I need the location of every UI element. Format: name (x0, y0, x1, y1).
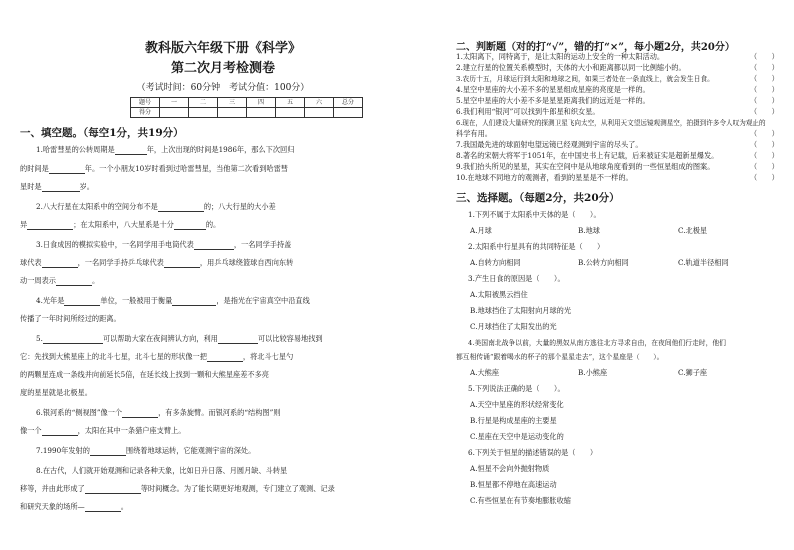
answer-blank[interactable] (115, 146, 147, 155)
score-cell: 六 (305, 98, 334, 108)
q2-line1: 2.八大行星在太阳系中的空间分布不是 的；八大行星的大小差 (36, 202, 276, 211)
q5-line4: 度的星星就是北极星。 (20, 388, 92, 397)
choice-option[interactable]: A.太阳被黑云挡住 (470, 290, 528, 299)
choice-option[interactable]: B.地球 (578, 226, 600, 235)
answer-blank[interactable] (218, 335, 258, 344)
answer-blank[interactable] (207, 353, 243, 362)
score-table-score-row (131, 108, 363, 118)
answer-blank[interactable] (27, 221, 73, 230)
choice-option[interactable]: A.自转方向相同 (470, 258, 521, 267)
score-cell: 题号 (131, 98, 160, 108)
q5-line1: 5. 可以帮助大家在夜间辨认方向，利用 可以比较容易地找到 (36, 334, 323, 343)
score-input-cell[interactable] (218, 108, 247, 118)
answer-blank[interactable] (158, 203, 204, 212)
q6-line2: 像一个 ，太阳在其中一条猎户座支臂上。 (20, 426, 186, 435)
answer-blank[interactable] (194, 241, 234, 250)
q3-line1: 3.日食成因的模拟实验中，一名同学用手电筒代表 ，一名同学手持盖 (36, 240, 292, 249)
score-cell: 五 (276, 98, 305, 108)
choice-option[interactable]: B.公转方向相同 (578, 258, 629, 267)
q5-line3: 的两颗星连成一条线并向前延长5倍，在延长线上找到一颗和大熊星座差不多亮 (20, 370, 269, 379)
judge-answer-paren[interactable]: （ ） (750, 96, 779, 105)
judge-item: 1.太阳离下，同特离于，是让太阳的运动上安全的一种太阳活动。 (456, 52, 665, 61)
score-cell: 三 (218, 98, 247, 108)
judge-answer-paren[interactable]: （ ） (750, 173, 779, 182)
answer-blank[interactable] (90, 447, 126, 456)
choice-question: 6.下列关于恒星的描述错误的是（ ） (468, 448, 598, 457)
choice-option[interactable]: A.恒星不会向外抛射物质 (470, 464, 550, 473)
judge-item: 6.我们利用“银河”可以找到牛郎星和织女星。 (456, 107, 600, 116)
choice-option[interactable]: C.狮子座 (678, 368, 708, 377)
judge-answer-paren[interactable]: （ ） (750, 162, 779, 171)
choice-option[interactable]: C.有些恒星在有节奏地膨胀收缩 (470, 496, 571, 505)
score-cell: 一 (160, 98, 189, 108)
answer-blank[interactable] (174, 221, 206, 230)
score-input-cell[interactable] (160, 108, 189, 118)
choice-question: 2.太阳系中行星具有的共同特征是（ ） (468, 242, 605, 251)
judge-item: 5.星空中星座的大小差不多是星星距离我们的远近是一样的。 (456, 96, 650, 105)
judge-answer-paren[interactable]: （ ） (750, 85, 779, 94)
judge-answer-paren[interactable]: （ ） (750, 74, 779, 83)
choice-question: 4.美国南北战争以前，大量的黑奴从南方逃往北方寻求自由，在夜间他们行走时，他们 (468, 339, 726, 347)
judge-answer-paren[interactable]: （ ） (750, 63, 779, 72)
q1-line2: 的时间是 年。一个小朋友10岁时看到过哈雷彗星，当他第二次看到哈雷彗 (20, 164, 288, 173)
choice-question: 5.下列说法正确的是（ ）。 (468, 384, 565, 393)
answer-blank[interactable] (164, 259, 200, 268)
score-input-cell[interactable] (305, 108, 334, 118)
judge-item: 4.星空中星座的大小差不多的星星组成星座的亮度是一样的。 (456, 85, 650, 94)
document-subtitle: 第二次月考检测卷 (170, 61, 275, 76)
section2-title: 二、判断题（对的打“√”，错的打“×”，每小题2分，共20分） (456, 42, 735, 53)
judge-item: 3.农历十五，月球运行到太阳和地球之间，如果三者处在一条直线上，就会发生日食。 (456, 75, 714, 83)
q8-line2: 移等，并由此形成了 等时间概念。为了能长期更好地观测，专门建立了观测、记录 (20, 484, 335, 493)
choice-option[interactable]: C.月球挡住了太阳发出的光 (470, 322, 557, 331)
document-title: 教科版六年级下册《科学》 (144, 41, 301, 56)
judge-item: 10.在地球不同地方的观测者，看到的星星是不一样的。 (456, 173, 633, 182)
answer-blank[interactable] (42, 427, 78, 436)
choice-option[interactable]: A.大熊座 (470, 368, 500, 377)
score-table (130, 97, 363, 118)
judge-item: 9.我们抬头所见的星星，其实在空间中是从地球角度看到的一些恒星组成的图案。 (456, 162, 715, 171)
answer-blank[interactable] (42, 259, 78, 268)
choice-question: 1.下列不属于太阳系中天体的是（ ）。 (468, 210, 601, 219)
answer-blank[interactable] (49, 165, 85, 174)
choice-question: 3.产生日食的原因是（ ）。 (468, 274, 565, 283)
choice-option[interactable]: C.星座在天空中是运动变化的 (470, 432, 564, 441)
choice-option[interactable]: B.地球挡住了太阳射向月球的光 (470, 306, 572, 315)
choice-option[interactable]: B.恒星都不停地在高速运动 (470, 480, 557, 489)
choice-option[interactable]: A.天空中星座的形状经常变化 (470, 400, 564, 409)
score-cell: 二 (189, 98, 218, 108)
exam-info: （考试时间：60分钟 考试分值：100分） (136, 83, 310, 93)
judge-answer-paren[interactable]: （ ） (750, 52, 779, 61)
judge-item: 2.建立行星的位置关系模型时，天体的大小和距离都以同一比例缩小的。 (456, 63, 686, 72)
choice-option[interactable]: C.轨道半径相同 (678, 258, 729, 267)
answer-blank[interactable] (122, 409, 158, 418)
judge-item: 6.现在，人们建设大量研究的探测卫星飞向太空，从利用天文望远镜观测星空，拍摄到许多令人叹为观止的 (456, 119, 766, 127)
judge-answer-paren[interactable]: （ ） (750, 140, 779, 149)
score-input-cell[interactable] (247, 108, 276, 118)
section1-title: 一、填空题。（每空1分，共19分） (20, 127, 184, 139)
q2-line2: 异 ；在太阳系中，八大星系是十分 的。 (20, 220, 221, 229)
judge-answer-paren[interactable]: （ ） (750, 107, 779, 116)
judge-item-continued: 科学有用。 (456, 129, 492, 138)
q1-line3: 星时是 岁。 (20, 182, 94, 191)
answer-blank[interactable] (43, 335, 103, 344)
judge-item: 7.我国最先进的球面射电望远镜已经观测到宇宙的尽头了。 (456, 140, 643, 149)
q3-line2: 球代表 ，一名同学手持乒乓球代表 ，用乒乓球绕篮球自西向东转 (20, 258, 294, 267)
choice-option[interactable]: A.月球 (470, 226, 492, 235)
choice-option[interactable]: B.行星是构成星座的主要星 (470, 416, 557, 425)
answer-blank[interactable] (85, 485, 141, 494)
answer-blank[interactable] (172, 297, 216, 306)
score-table-header-row (131, 98, 363, 108)
answer-blank[interactable] (85, 503, 121, 512)
judge-item: 8.著名的宋朝大将军于1051年，在中国史书上有记载，后来被证实是超新星爆发。 (456, 151, 719, 160)
section3-title: 三、选择题。（每题2分，共20分） (456, 192, 620, 204)
q8-line3: 和研究天象的场所— 。 (20, 502, 128, 511)
q8-line1: 8.在古代，人们就开始观测和记录各种天象，比如日升日落、月圆月缺、斗转星 (36, 466, 288, 475)
score-input-cell[interactable] (276, 108, 305, 118)
score-cell: 总分 (334, 98, 363, 108)
score-cell: 得分 (131, 108, 160, 118)
q7-line1: 7.1990年发射的 围绕着地球运转，它能观测宇宙的深处。 (36, 446, 256, 455)
q1-line1: 1.哈雷彗星的公转周期是 年，上次出现的时间是1986年，那么下次回归 (36, 145, 295, 154)
q3-line3: 动一周表示 。 (20, 276, 100, 285)
q6-line1: 6.银河系的“侧视图”像一个 ，有多条旋臂。而银河系的“结构图”则 (36, 408, 281, 417)
choice-question-continued: 都互相传诵“跟着喝水的杯子的那个星星走去”，这个星座是（ ）。 (456, 353, 664, 361)
score-cell: 四 (247, 98, 276, 108)
q4-line2: 传播了一年时间所经过的距离。 (20, 314, 121, 323)
choice-option[interactable]: C.北极星 (678, 226, 708, 235)
answer-blank[interactable] (64, 297, 100, 306)
score-input-cell[interactable] (189, 108, 218, 118)
q5-line2: 它：先找到大熊星座上的北斗七星，北斗七星的形状像一把 ，将北斗七星勺 (20, 352, 294, 361)
answer-blank[interactable] (42, 183, 80, 192)
score-input-cell[interactable] (334, 108, 363, 118)
q4-line1: 4.光年是 单位，一般被用于衡量 ，是指光在宇宙真空中沿直线 (36, 296, 310, 305)
judge-answer-paren[interactable]: （ ） (750, 151, 779, 160)
judge-answer-paren[interactable]: （ ） (750, 129, 779, 138)
choice-option[interactable]: B.小熊座 (578, 368, 608, 377)
answer-blank[interactable] (56, 277, 92, 286)
